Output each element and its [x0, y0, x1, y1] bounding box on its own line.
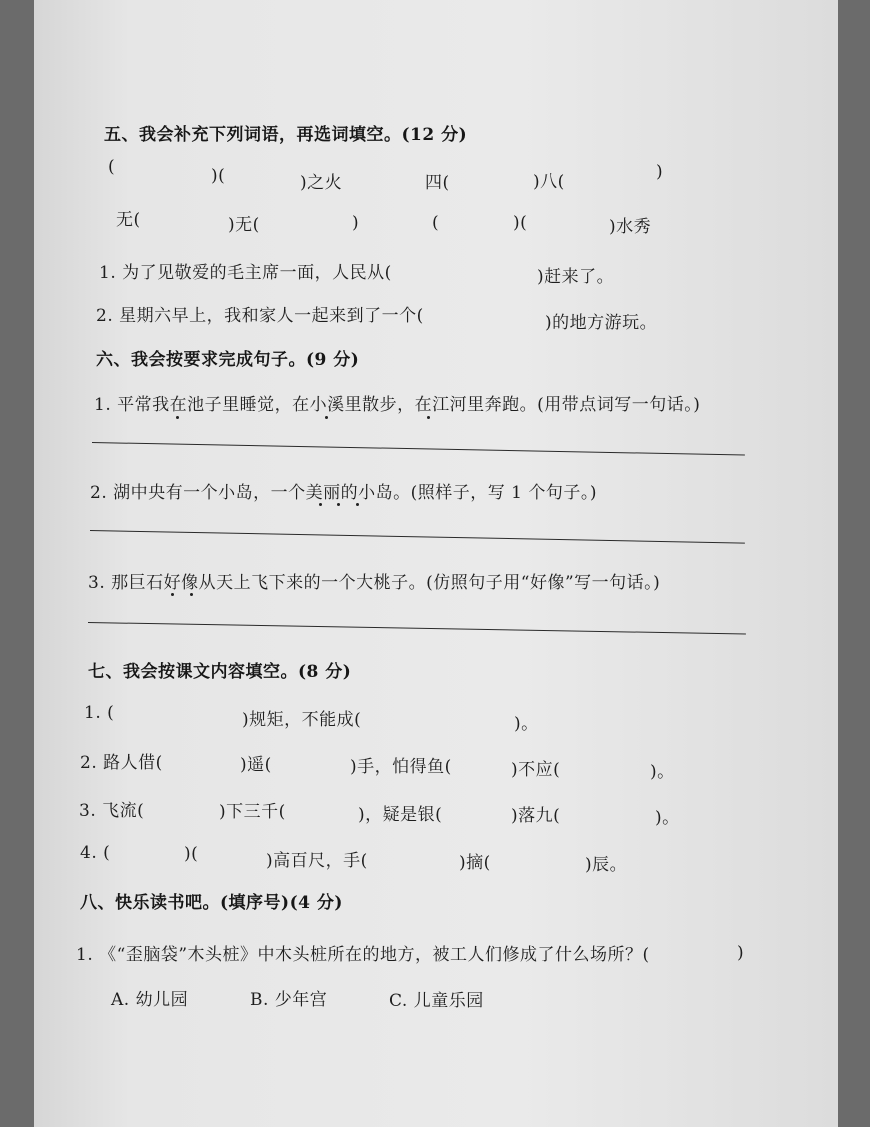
- s8-question-1-tail: ): [737, 943, 745, 963]
- s7-q3-a: 3. 飞流(: [79, 801, 145, 821]
- s5-question-1: 1. 为了见敬爱的毛主席一面，人民从(: [99, 263, 392, 283]
- idiom-3-end: ): [352, 213, 360, 233]
- s7-q3-b: )下三千(: [219, 802, 286, 822]
- idiom-4-mid: )(: [513, 213, 528, 233]
- idiom-1-open: (: [108, 157, 116, 177]
- s7-q1-b: )规矩，不能成(: [242, 710, 362, 730]
- emphasis-dot: [356, 503, 359, 506]
- idiom-4-end: )水秀: [609, 217, 652, 237]
- s7-q4-b: )(: [184, 844, 199, 864]
- option-a: A. 幼儿园: [111, 990, 189, 1010]
- s7-q2-d: )不应(: [511, 760, 561, 780]
- s5-question-2: 2. 星期六早上，我和家人一起来到了一个(: [96, 306, 424, 326]
- option-c: C. 儿童乐园: [389, 991, 484, 1011]
- s7-q1-c: )。: [514, 714, 539, 734]
- idiom-3-mid: )无(: [228, 215, 260, 235]
- s6-question-3: 3. 那巨石好像从天上飞下来的一个大桃子。(仿照句子用“好像”写一句话。): [88, 573, 661, 593]
- section-7-heading: 七、我会按课文内容填空。(8 分): [88, 662, 352, 682]
- idiom-4-open: (: [432, 213, 440, 233]
- s6-question-2: 2. 湖中央有一个小岛，一个美丽的小岛。(照样子，写 1 个句子。): [90, 483, 598, 503]
- section-8-heading: 八、快乐读书吧。(填序号)(4 分): [80, 893, 343, 913]
- s7-q1-a: 1. (: [84, 703, 115, 723]
- s7-q4-c: )高百尺，手(: [266, 851, 368, 871]
- section-5-heading: 五、我会补充下列词语，再选词填空。(12 分): [104, 125, 468, 145]
- emphasis-dot: [319, 503, 322, 506]
- option-b: B. 少年宫: [250, 990, 328, 1010]
- idiom-1-end: )之火: [300, 173, 343, 193]
- idiom-3-start: 无(: [116, 210, 141, 230]
- s7-q4-d: )摘(: [459, 853, 491, 873]
- idiom-2-end: ): [656, 162, 664, 182]
- idiom-1-mid: )(: [211, 166, 226, 186]
- idiom-2-mid: )八(: [533, 172, 565, 192]
- emphasis-dot: [337, 503, 340, 506]
- s5-question-1-tail: )赶来了。: [537, 267, 615, 287]
- s5-question-2-tail: )的地方游玩。: [545, 313, 658, 333]
- s7-q3-e: )。: [655, 808, 680, 828]
- s7-q2-c: )手，怕得鱼(: [350, 757, 452, 777]
- emphasis-dot: [325, 416, 328, 419]
- s7-q4-a: 4. (: [80, 843, 111, 863]
- emphasis-dot: [176, 416, 179, 419]
- section-6-heading: 六、我会按要求完成句子。(9 分): [96, 350, 360, 370]
- s6-question-1: 1. 平常我在池子里睡觉，在小溪里散步，在江河里奔跑。(用带点词写一句话。): [94, 395, 701, 415]
- s7-q3-c: )，疑是银(: [358, 805, 443, 825]
- emphasis-dot: [171, 593, 174, 596]
- s7-q2-e: )。: [650, 762, 675, 782]
- s7-q2-a: 2. 路人借(: [80, 753, 163, 773]
- s8-question-1: 1. 《“歪脑袋”木头桩》中木头桩所在的地方，被工人们修成了什么场所？(: [76, 945, 650, 965]
- emphasis-dot: [190, 593, 193, 596]
- s7-q2-b: )遥(: [240, 755, 272, 775]
- emphasis-dot: [427, 416, 430, 419]
- s7-q3-d: )落九(: [511, 806, 561, 826]
- idiom-2-start: 四(: [425, 173, 450, 193]
- s7-q4-e: )辰。: [585, 855, 628, 875]
